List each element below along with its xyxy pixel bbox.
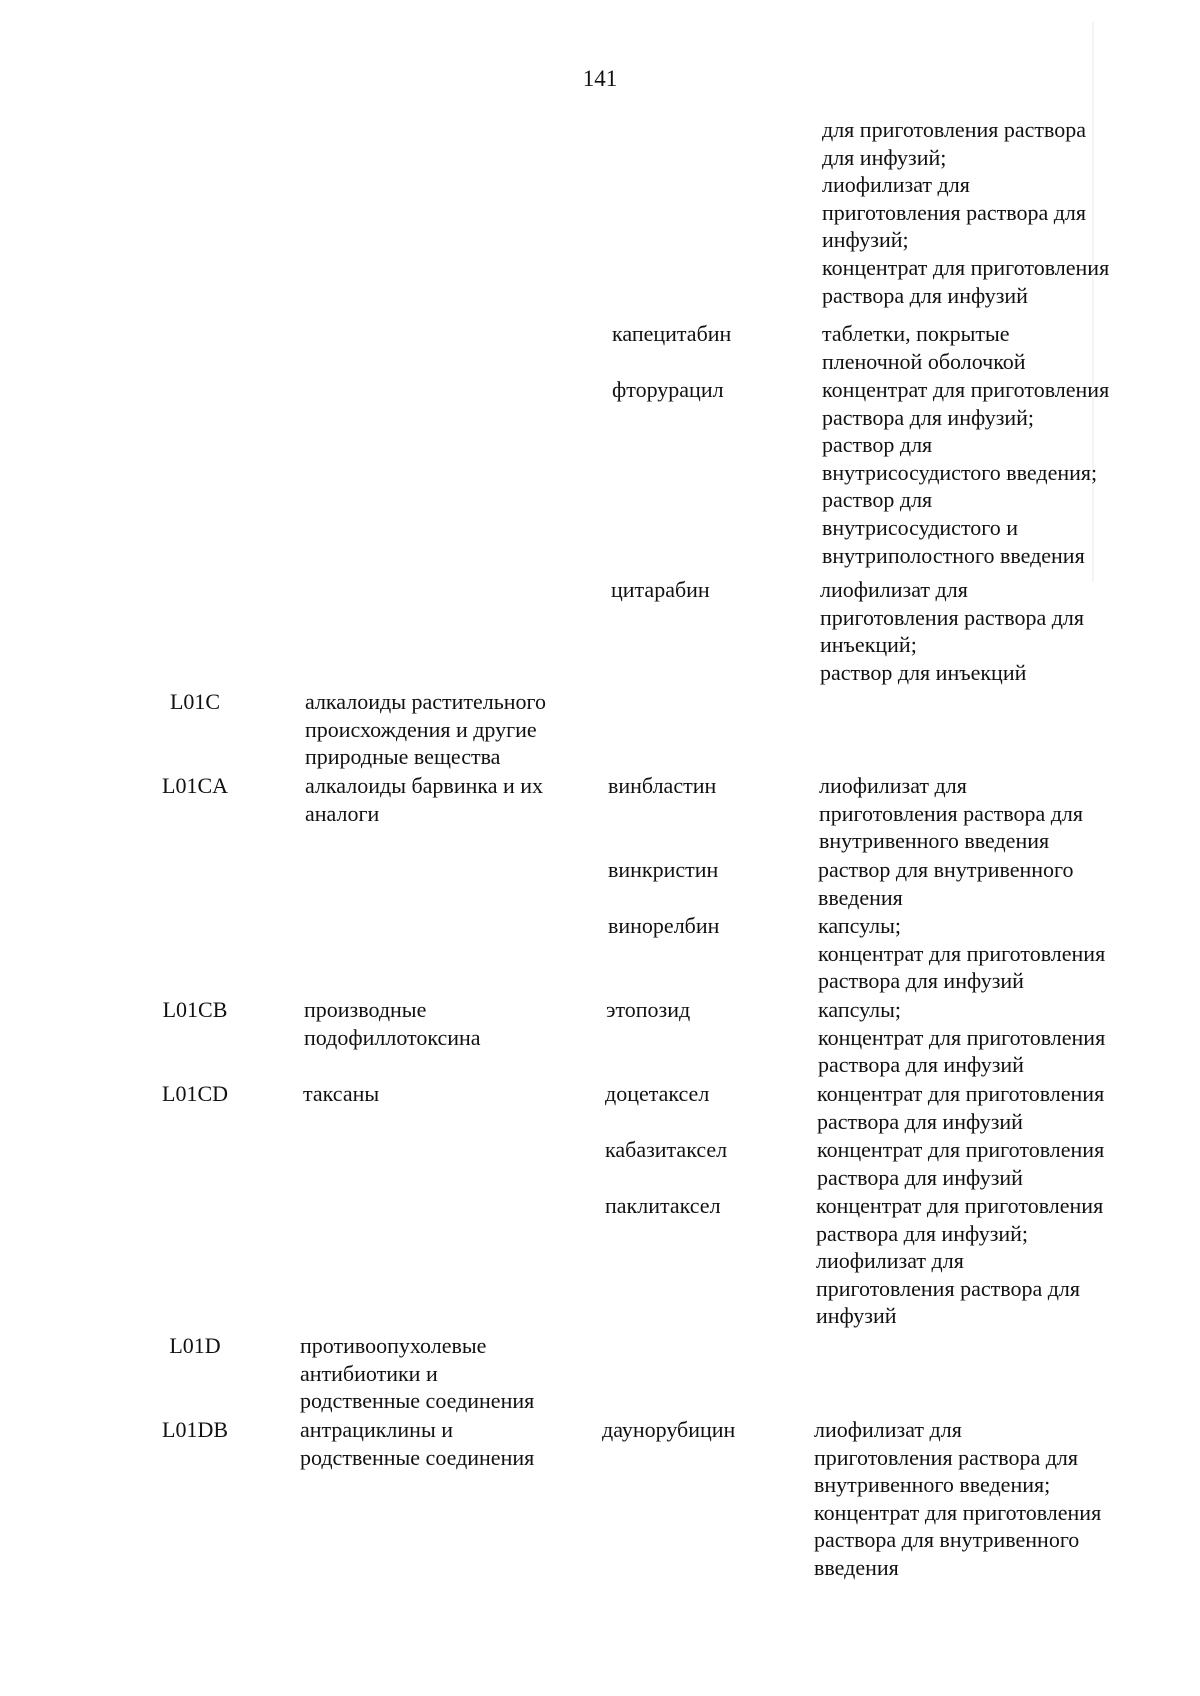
dosage-form [814,1416,1134,1582]
group-name-line: природные вещества [305,744,501,770]
atc-group-name [300,1416,572,1471]
group-name-line: антрациклины и [300,1417,454,1442]
drug-name: фторурацил [612,377,724,402]
dosage-form-line: концентрат для приготовления [817,1081,1105,1106]
dosage-form [816,1192,1136,1330]
group-name-line: родственные соединения [300,1388,535,1414]
dosage-form-line: лиофилизат для [816,1248,964,1274]
dosage-form [818,856,1138,911]
dosage-form-line: раствор для [822,487,933,513]
page-number: 141 [582,66,618,91]
group-name-line: антибиотики и [300,1360,438,1386]
dosage-form-line: внутривенного введения [819,828,1050,854]
dosage-form-line: внутриполостного введения [822,542,1085,568]
group-name-line: производные [304,997,427,1022]
dosage-form-line: внутривенного введения; [814,1472,1051,1498]
dosage-form-line: лиофилизат для [820,577,968,602]
dosage-form-line: раствора для инфузий [818,968,1024,994]
dosage-form-line: внутрисосудистого и [822,514,1019,540]
dosage-form-line: раствор для инъекций [820,659,1027,685]
drug-name: цитарабин [611,577,710,602]
dosage-form-line: инъекций; [820,632,917,658]
dosage-form [817,1080,1137,1135]
dosage-form-line: введения [814,1554,899,1580]
atc-group-name [300,1332,572,1415]
dosage-form-line: лиофилизат для [819,773,967,798]
dosage-form-line: концентрат для приготовления [817,1137,1105,1162]
dosage-form-line: внутрисосудистого введения; [822,459,1098,485]
dosage-form-line: раствора для инфузий; [816,1220,1029,1246]
dosage-form [817,1136,1137,1191]
atc-group-name [305,688,577,771]
group-name-line: противоопухолевые [300,1333,487,1358]
atc-code: L01CD [162,1081,228,1106]
drug-name: винбластин [608,773,717,798]
dosage-form-line: концентрат для приготовления [818,1024,1106,1050]
group-name-line: таксаны [303,1081,380,1106]
dosage-form [822,320,1142,375]
atc-code: L01C [169,689,221,714]
drug-name: паклитаксел [605,1193,721,1218]
dosage-form-line: концентрат для приготовления [822,254,1110,280]
dosage-form-line: капсулы; [818,997,901,1022]
dosage-form-line: капсулы; [818,913,901,938]
dosage-form-line: для приготовления раствора [822,117,1086,142]
atc-code: L01DB [162,1417,228,1442]
dosage-form-line: раствора для инфузий [817,1164,1023,1190]
dosage-form-line: таблетки, покрытые [822,321,1010,346]
dosage-form-line: приготовления раствора для [816,1275,1080,1301]
atc-group-name [304,996,576,1051]
dosage-form [822,376,1142,569]
group-name-line: происхождения и другие [305,716,537,742]
dosage-form-line: концентрат для приготовления [822,377,1110,402]
dosage-form-line: пленочной оболочкой [822,348,1026,374]
dosage-form [818,912,1138,995]
group-name-line: подофиллотоксина [304,1024,481,1050]
dosage-form-line: раствора для внутривенного [814,1527,1080,1553]
atc-code: L01D [169,1333,221,1358]
dosage-form-line: раствор для [822,432,933,458]
drug-name: этопозид [606,997,691,1022]
dosage-form-line: раствора для инфузий [822,282,1028,308]
dosage-form [820,576,1140,686]
dosage-form-line: инфузий [816,1303,897,1329]
group-name-line: родственные соединения [300,1444,535,1470]
group-name-line: алкалоиды барвинка и их [305,773,544,798]
drug-name: капецитабин [612,321,732,346]
group-name-line: алкалоиды растительного [305,689,547,714]
dosage-form-line: приготовления раствора для [819,800,1083,826]
dosage-form [818,996,1138,1079]
atc-code: L01CA [162,773,228,798]
dosage-form-line: концентрат для приготовления [816,1193,1104,1218]
drug-name: кабазитаксел [605,1137,728,1162]
drug-name: винорелбин [608,913,720,938]
atc-group-name [303,1080,575,1108]
dosage-form-line: лиофилизат для [822,172,970,198]
drug-name: даунорубицин [602,1417,736,1442]
dosage-form-line: раствора для инфузий [817,1108,1023,1134]
dosage-form [822,116,1142,309]
dosage-form-line: приготовления раствора для [814,1444,1078,1470]
drug-name: доцетаксел [605,1081,710,1106]
dosage-form-line: концентрат для приготовления [814,1499,1102,1525]
drug-name: винкристин [608,857,719,882]
dosage-form-line: инфузий; [822,227,909,253]
atc-group-name [305,772,577,827]
group-name-line: аналоги [305,800,380,826]
dosage-form-line: раствор для внутривенного [818,857,1074,882]
dosage-form-line: концентрат для приготовления [818,940,1106,966]
dosage-form-line: приготовления раствора для [820,604,1084,630]
dosage-form-line: приготовления раствора для [822,199,1086,225]
dosage-form-line: для инфузий; [822,144,947,170]
dosage-form-line: раствора для инфузий; [822,404,1035,430]
dosage-form-line: введения [818,884,903,910]
atc-code: L01CB [162,997,228,1022]
dosage-form [819,772,1139,855]
dosage-form-line: раствора для инфузий [818,1052,1024,1078]
dosage-form-line: лиофилизат для [814,1417,962,1442]
